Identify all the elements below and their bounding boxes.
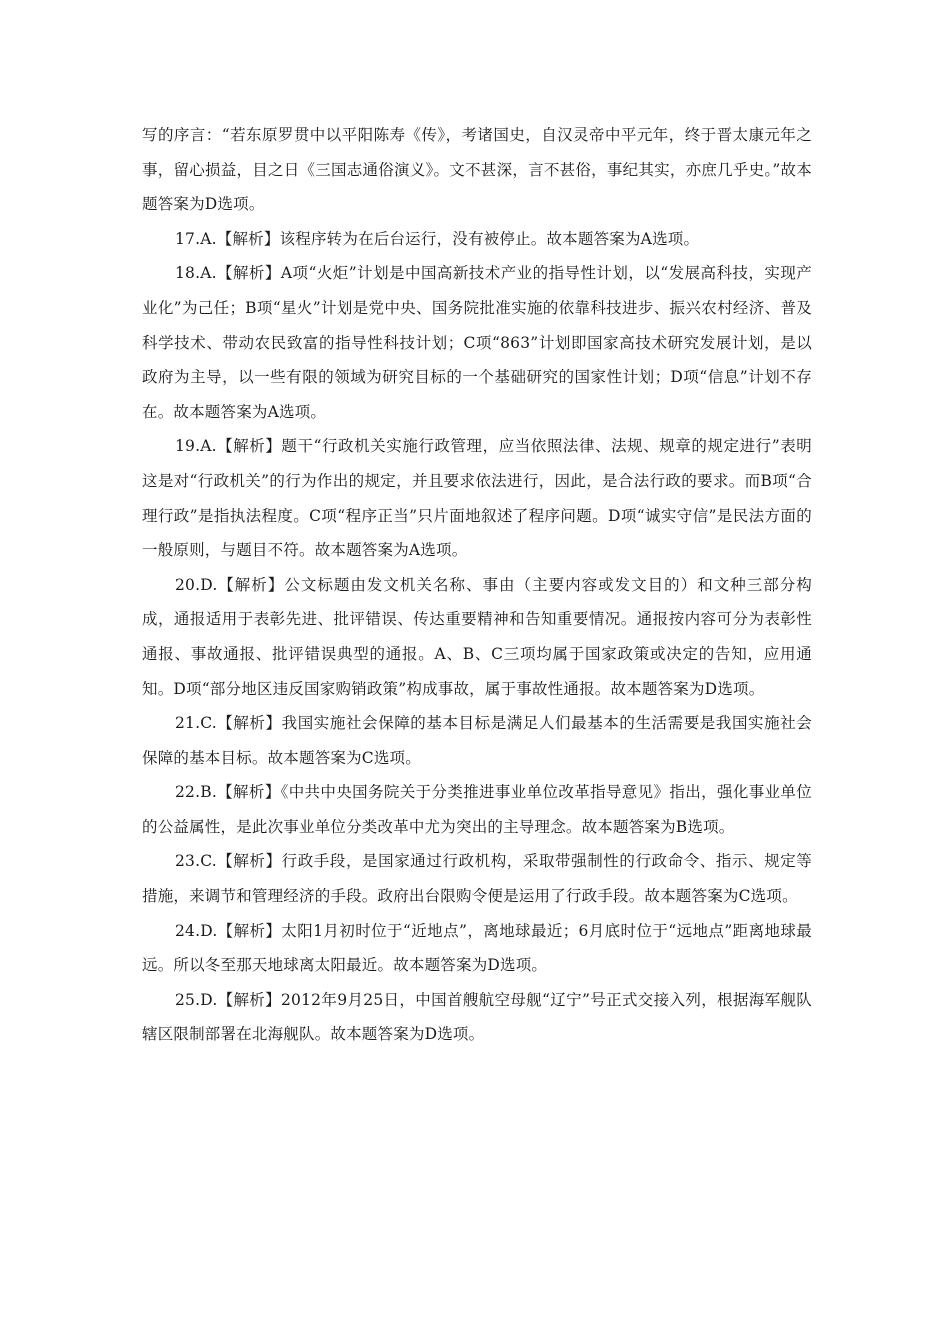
paragraph-answer-19: 19.A.【解析】题干“行政机关实施行政管理，应当依照法律、法规、规章的规定进行”表明这是对“行政机关”的行为作出的规定，并且要求依法进行，因此，是合法行政的要求。而B项“合理行政”是指执法程度。C项“程序正当”只片面地叙述了程序问题。D项“诚实守信”是民法方面的一般原则，与题目不符。故本题答案为A选项。 — [142, 437, 812, 560]
paragraph-answer-24: 24.D.【解析】太阳1月初时位于“近地点”，离地球最近；6月底时位于“远地点”距离地球最远。所以冬至那天地球离太阳最近。故本题答案为D选项。 — [142, 921, 812, 975]
paragraph-answer-22: 22.B.【解析】《中共中央国务院关于分类推进事业单位改革指导意见》指出，强化事业单位的公益属性，是此次事业单位分类改革中尤为突出的主导理念。故本题答案为B选项。 — [142, 783, 812, 836]
paragraph-answer-25: 25.D.【解析】2012年9月25日，中国首艘航空母舰“辽宁”号正式交接入列，根据海军舰队辖区限制部署在北海舰队。故本题答案为D选项。 — [142, 990, 812, 1044]
paragraph-preface-continuation: 写的序言：“若东原罗贯中以平阳陈寿《传》，考诸国史，自汉灵帝中平元年，终于晋太康元年之事，留心损益，目之日《三国志通俗演义》。文不甚深，言不甚俗，事纪其实，亦庶几乎史。”故本题答案为D选项。 — [142, 126, 812, 214]
paragraph-answer-20: 20.D.【解析】公文标题由发文机关名称、事由（主要内容或发文目的）和文种三部分构成，通报适用于表彰先进、批评错误、传达重要精神和告知重要情况。通报按内容可分为表彰性通报、事故通报、批评错误典型的通报。A、B、C三项均属于国家政策或决定的告知，应用通知。D项“部分地区违反国家购销政策”构成事故，属于事故性通报。故本题答案为D选项。 — [142, 575, 812, 698]
answer-explanations — [142, 118, 812, 1052]
paragraph-answer-17: 17.A.【解析】该程序转为在后台运行，没有被停止。故本题答案为A选项。 — [175, 229, 700, 248]
paragraph-answer-23: 23.C.【解析】行政手段，是国家通过行政机构，采取带强制性的行政命令、指示、规定等措施，来调节和管理经济的手段。政府出台限购令便是运用了行政手段。故本题答案为C选项。 — [142, 852, 812, 906]
paragraph-answer-18: 18.A.【解析】A项“火炬”计划是中国高新技术产业的指导性计划，以“发展高科技，实现产业化”为己任；B项“星火”计划是党中央、国务院批准实施的依靠科技进步、振兴农村经济、普及科学技术、带动农民致富的指导性科技计划；C项“863”计划即国家高技术研究发展计划，是以政府为主导，以一些有限的领域为研究目标的一个基础研究的国家性计划；D项“信息”计划不存在。故本题答案为A选项。 — [142, 264, 812, 421]
paragraph-answer-21: 21.C.【解析】我国实施社会保障的基本目标是满足人们最基本的生活需要是我国实施社会保障的基本目标。故本题答案为C选项。 — [142, 714, 812, 767]
